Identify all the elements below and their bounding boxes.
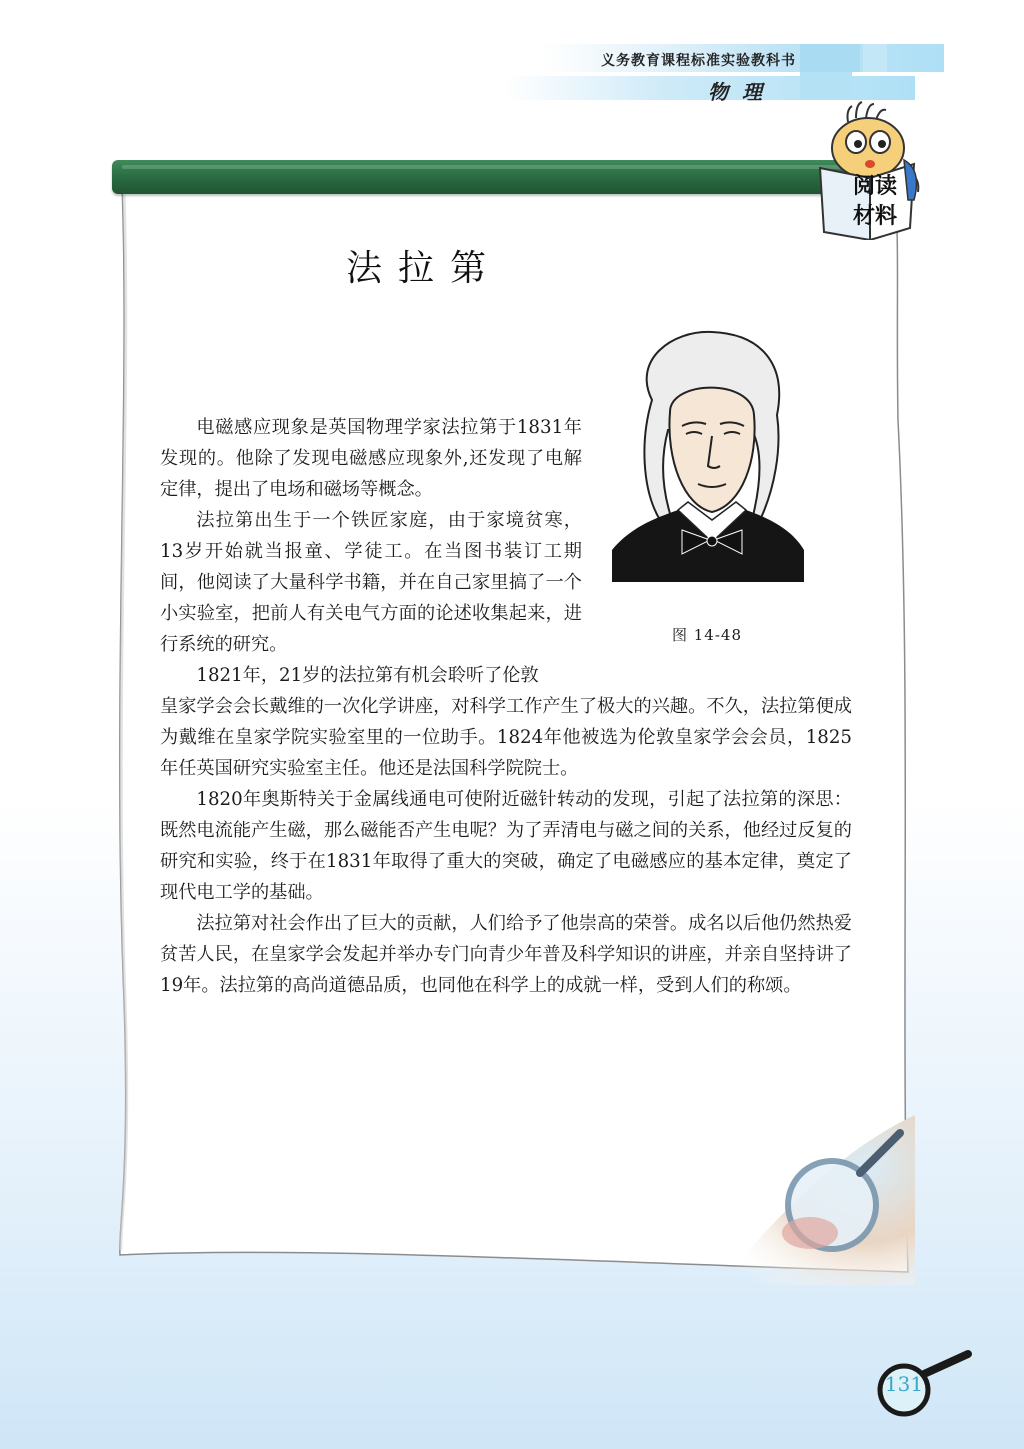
figure-caption: 图 14-48: [672, 626, 743, 644]
page-number: 131: [884, 1372, 924, 1396]
scroll-rod: [112, 160, 852, 194]
magnifier-photo-decor: [700, 1115, 915, 1285]
paragraph-3-start: 1821年，21岁的法拉第有机会聆听了伦敦: [196, 665, 539, 686]
subject-title: 物理: [708, 80, 776, 104]
paragraph-3-cont: 皇家学会会长戴维的一次化学讲座，对科学工作产生了极大的兴趣。不久，法拉第便成为戴维在皇家学院实验室里的一位助手。1824年他被选为伦敦皇家学会会员，1825年任英国研究实验室主任。他还是法国科学院院士。: [160, 696, 852, 779]
badge-line-1: 阅读: [852, 174, 897, 199]
page-title: 法拉第: [346, 248, 503, 289]
series-title: 义务教育课程标准实验教科书: [601, 53, 796, 69]
paragraph-1: 电磁感应现象是英国物理学家法拉第于1831年发现的。他除了发现电磁感应现象外,还发现了电解定律，提出了电场和磁场等概念。: [160, 417, 582, 500]
faraday-portrait: [612, 320, 804, 582]
paragraph-5: 法拉第对社会作出了巨大的贡献，人们给予了他崇高的荣誉。成名以后他仍然热爱贫苦人民，在皇家学会发起并举办专门向青少年普及科学知识的讲座，并亲自坚持讲了19年。法拉第的高尚道德品质，也同他在科学上的成就一样，受到人们的称颂。: [160, 913, 852, 996]
paragraph-2: 法拉第出生于一个铁匠家庭，由于家境贫寒，13岁开始就当报童、学徒工。在当图书装订工期间，他阅读了大量科学书籍，并在自己家里搞了一个小实验室，把前人有关电气方面的论述收集起来，进行系统的研究。: [160, 510, 582, 655]
paragraph-4: 1820年奥斯特关于金属线通电可使附近磁针转动的发现，引起了法拉第的深思：既然电流能产生磁，那么磁能否产生电呢？为了弄清电与磁之间的关系，他经过反复的研究和实验，终于在1831年取得了重大的突破，确定了电磁感应的基本定律，奠定了现代电工学的基础。: [160, 789, 852, 903]
badge-line-2: 材料: [852, 204, 897, 229]
reading-material-badge: [845, 172, 905, 232]
